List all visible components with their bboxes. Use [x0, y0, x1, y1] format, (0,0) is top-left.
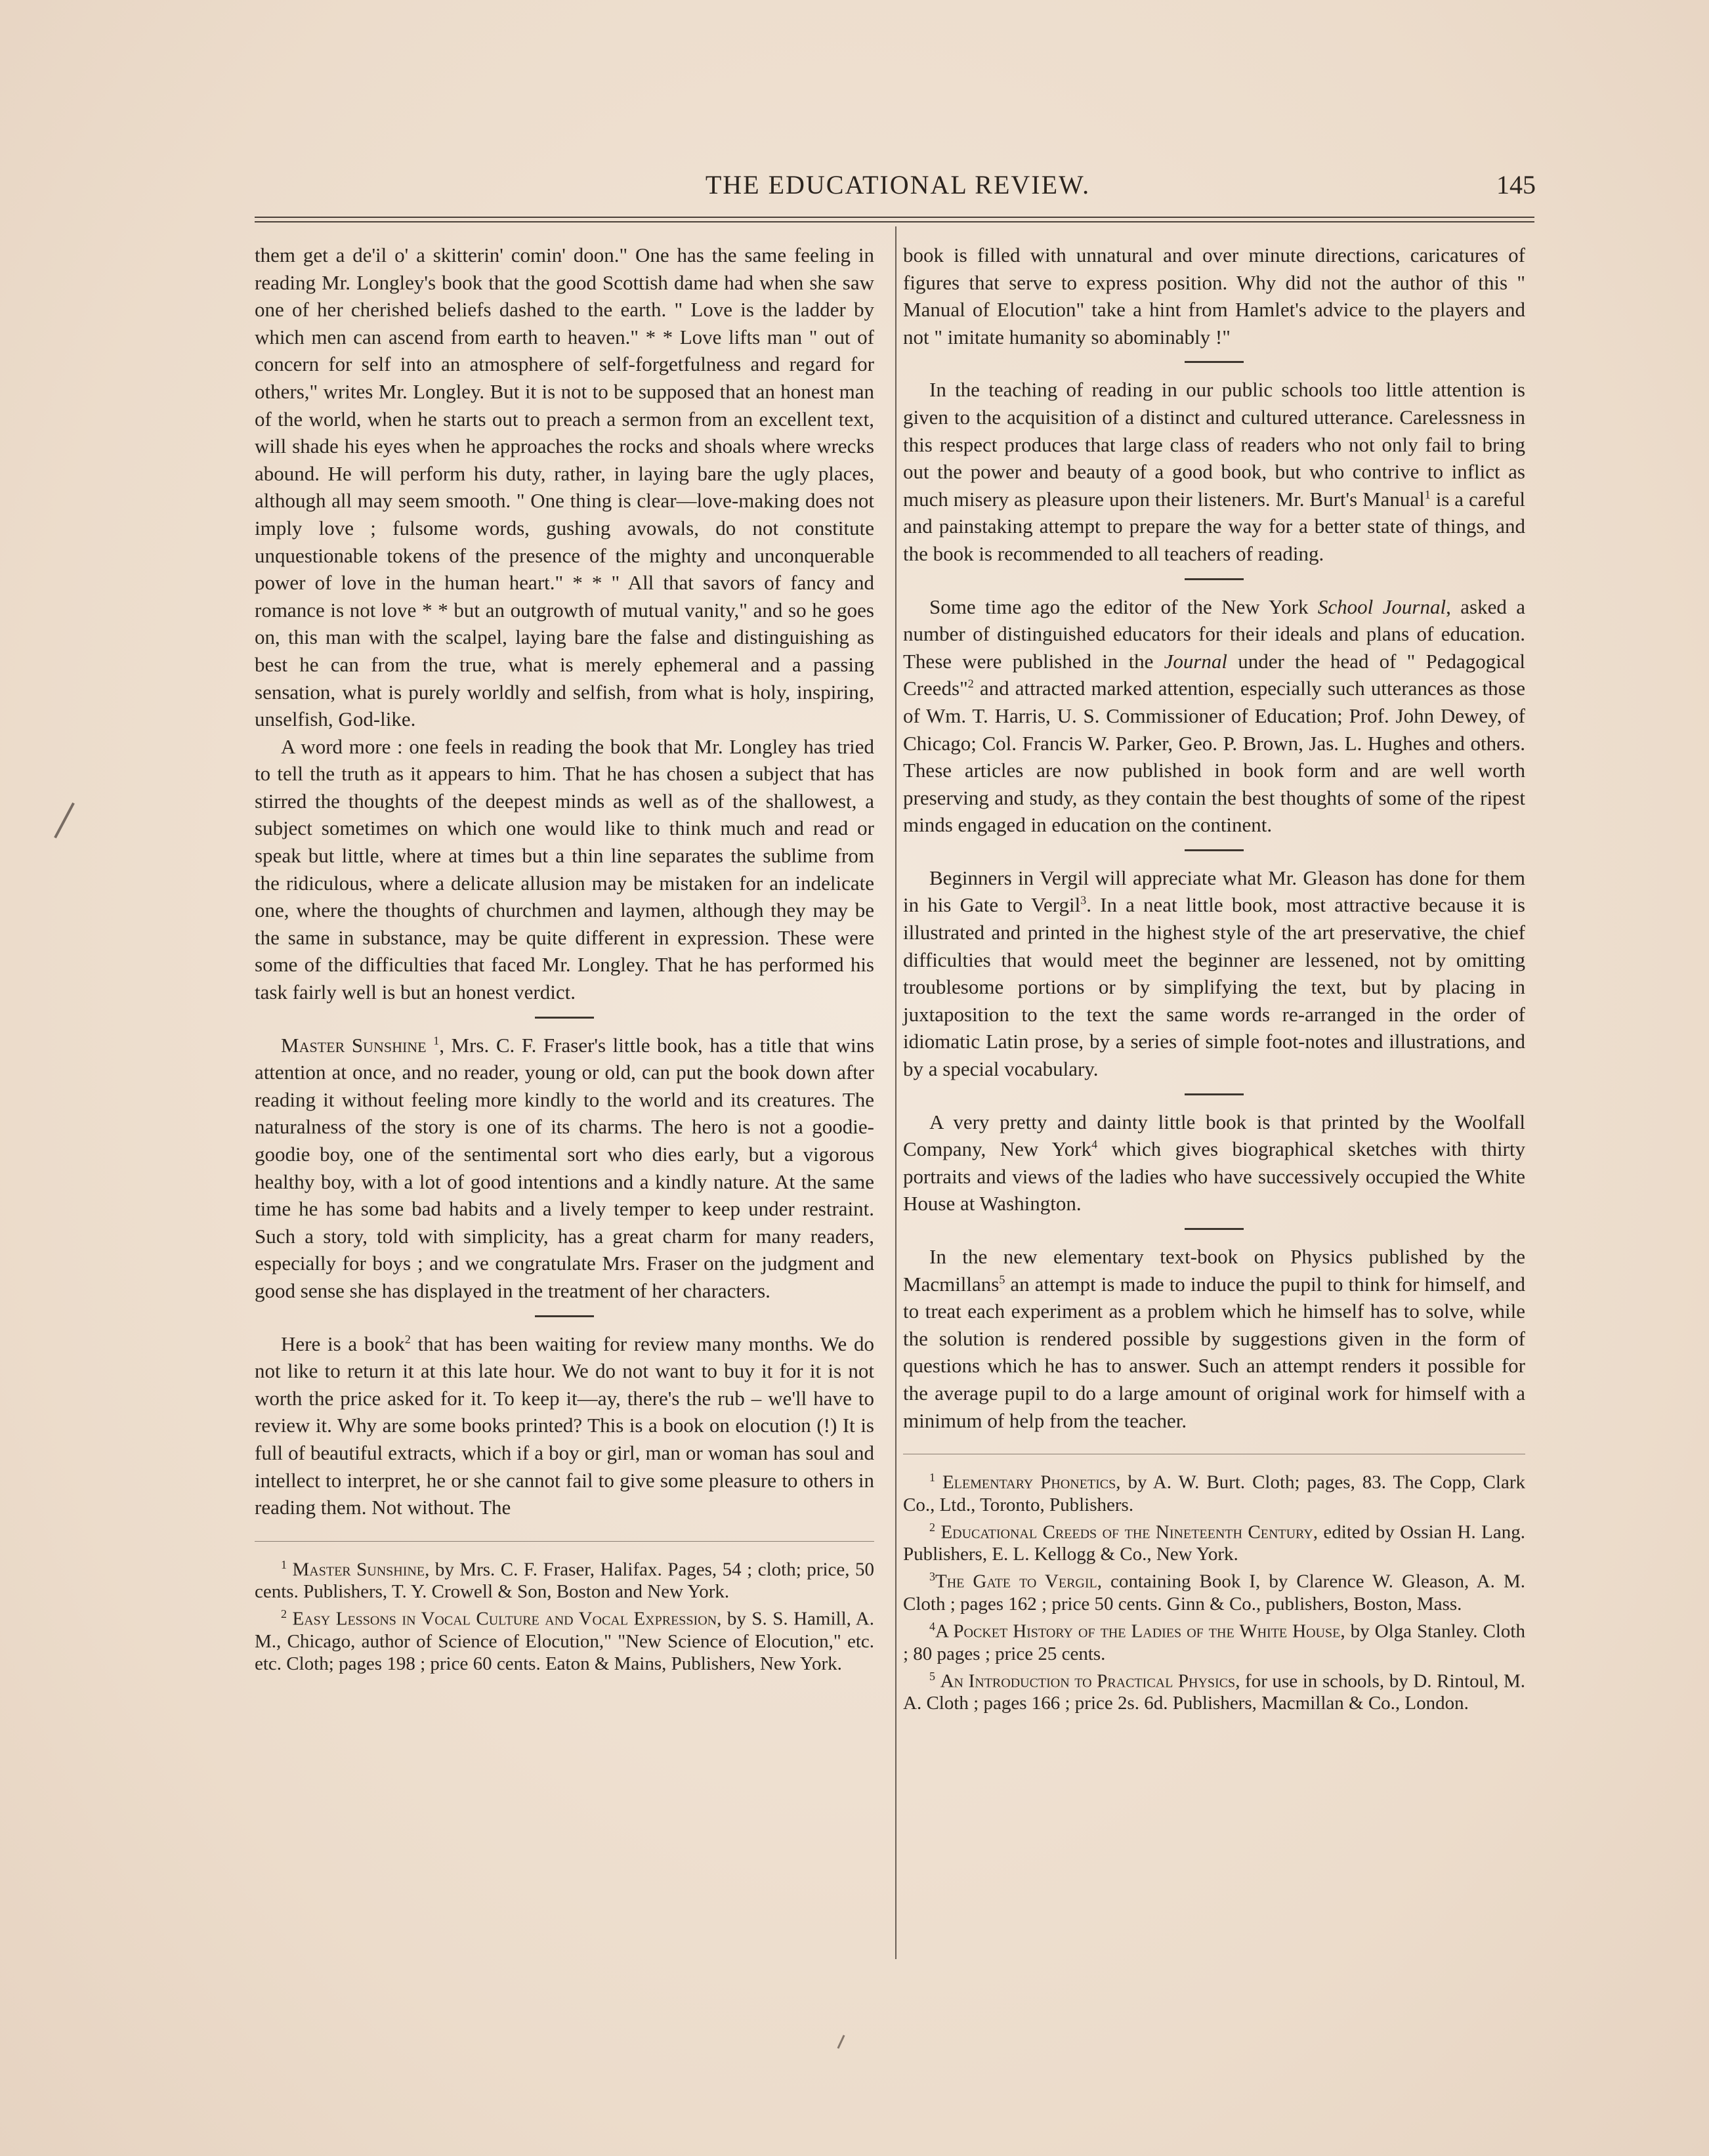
footnote-text: , by A. W. Burt. Cloth; pages, 83. The Copp, Clark Co., Ltd., Toronto, Publishers.: [903, 1471, 1525, 1515]
footnote: [903, 1665, 1525, 1715]
publication-title: Journal: [1164, 649, 1228, 673]
book-title: Master Sunshine: [281, 1033, 427, 1057]
footnote: [255, 1603, 874, 1675]
pencil-mark: [837, 2035, 845, 2048]
footnote: [255, 1554, 874, 1603]
paragraph-text: under the head of " Pedagogical Creeds": [903, 649, 1525, 700]
footnote: [903, 1565, 1525, 1615]
footnote-ref: 1: [433, 1034, 440, 1047]
running-title: THE EDUCATIONAL REVIEW.: [705, 170, 1091, 200]
section-separator: [1185, 1093, 1244, 1095]
paragraph-text: , asked a number of distinguished educators for their ideals and plans of education. These were published in the: [903, 595, 1526, 673]
paragraph-text: an attempt is made to induce the pupil to think for himself, and to treat each experiment as a problem which he himself has to solve, while the solution is rendered possible by suggestions given in the form of questions which he has to answer. Such an attempt renders it possible for the average pupil to do a large amount of original work for himself with a minimum of help from the teacher.: [903, 1272, 1525, 1432]
footnote-text: , containing Book I, by Clarence W. Gleason, A. M. Cloth ; pages 162 ; price 50 cents. Ginn & Co., publishers, Boston, Mass.: [903, 1571, 1525, 1615]
paragraph: [903, 1243, 1525, 1434]
footnote-text: , by Mrs. C. F. Fraser, Halifax. Pages, 54 ; cloth; price, 50 cents. Publishers, T. Y. Crowell & Son, Boston and New York.: [255, 1559, 875, 1603]
left-column: [255, 242, 874, 1675]
footnotes: [255, 1541, 874, 1675]
paragraph: [255, 1330, 874, 1521]
footnote-ref: 4: [1091, 1137, 1098, 1151]
paragraph: [903, 376, 1525, 567]
footnote-ref: 2: [404, 1332, 411, 1346]
paragraph-text: In the new elementary text-book on Physics published by the Macmillans: [903, 1245, 1525, 1296]
footnote-ref: 3: [1080, 894, 1087, 908]
footnote-title: An Introduction to Practical Physics: [940, 1670, 1236, 1692]
paragraph-text: Here is a book: [281, 1332, 405, 1355]
footnote: [903, 1466, 1525, 1516]
paragraph: A word more : one feels in reading the book that Mr. Longley has tried to tell the truth as it appears to him. That he has chosen a subject that has stirred the thoughts of the deepest minds as well as of the shallowest, a subject sometimes on which one would like to think much and read or speak but little, where at times but a thin line separates the sublime from the ridiculous, where a delicate allusion may be mistaken for an indelicate one, where the thoughts of churchmen and laymen, although they may be the same in substance, may be quite different in expression. These were some of the difficulties that faced Mr. Longley. That he has performed his task fairly well is but an honest verdict.: [255, 734, 874, 1004]
footnote-title: Easy Lessons in Vocal Culture and Vocal Expression: [292, 1609, 717, 1630]
footnote-number: 1: [281, 1557, 287, 1571]
paragraph-text: , Mrs. C. F. Fraser's little book, has a title that wins attention at once, and no reader, young or old, can put the book down after reading it without feeling more kindly to the world and its creatures. The naturalness of the story is one of its charms. The hero is not a goodie-goodie boy, one of the sentimental sort who dies early, but a vigorous healthy boy, with a lot of good intentions and a kindly nature. At the same time he has some bad habits and a lively temper to keep under restraint. Such a story, told with simplicity, has a great charm for many readers, especially for boys ; and we congratulate Mrs. Fraser on the judgment and good sense she has displayed in the treatment of her characters.: [255, 1033, 875, 1302]
footnote-text: , by Olga Stanley. Cloth ; 80 pages ; price 25 cents.: [903, 1620, 1525, 1664]
footnote-ref: 2: [967, 677, 974, 690]
paragraph: [903, 1109, 1525, 1217]
section-separator: [535, 1315, 594, 1317]
footnote-title: Educational Creeds of the Nineteenth Century: [940, 1521, 1313, 1543]
footnote-number: 2: [281, 1607, 287, 1621]
footnote-title: The Gate to Vergil: [935, 1571, 1097, 1593]
section-separator: [1185, 361, 1244, 363]
paragraph-text: A very pretty and dainty little book is that printed by the Woolfall Company, New York: [903, 1110, 1525, 1161]
footnote-number: 2: [929, 1520, 935, 1534]
header-rule: [255, 217, 1534, 222]
footnote-number: 4: [929, 1620, 935, 1634]
footnote-title: Master Sunshine: [292, 1559, 425, 1580]
footnote-ref: 5: [999, 1273, 1005, 1286]
paragraph: [903, 864, 1525, 1083]
footnote-number: 3: [929, 1570, 935, 1584]
paragraph: book is filled with unnatural and over minute directions, caricatures of figures that serve to express position. Why did not the author of this " Manual of Elocution" take a hint from Hamlet's advice to the players and not " imitate humanity so abominably !": [903, 243, 1525, 349]
section-separator: [535, 1017, 594, 1019]
publication-title: School Journal: [1317, 595, 1446, 618]
footnote-number: 1: [929, 1471, 935, 1485]
paragraph-text: which gives biographical sketches with thirty portraits and views of the ladies who have successively occupied the White House at Washington.: [903, 1137, 1525, 1215]
paragraph-text: Some time ago the editor of the New York: [929, 595, 1318, 618]
paragraph-text: is a careful and painstaking attempt to prepare the way for a better state of things, and the book is recommended to all teachers of reading.: [903, 487, 1525, 565]
footnote-number: 5: [929, 1669, 935, 1683]
paragraph: [255, 1032, 874, 1305]
footnote-title: Elementary Phonetics: [942, 1471, 1116, 1493]
footnote-title: A Pocket History of the Ladies of the White House: [935, 1620, 1341, 1642]
footnote-text: , for use in schools, by D. Rintoul, M. A. Cloth ; pages 166 ; price 2s. 6d. Publishers, Macmillan & Co., London.: [903, 1670, 1526, 1714]
paragraph-text: and attracted marked attention, especially such utterances as those of Wm. T. Harris, U. S. Commissioner of Education; Prof. John Dewey, of Chicago; Col. Francis W. Parker, Geo. P. Brown, Jas. L. Hughes and others. These articles are now published in book form and are well worth preserving and study, as they contain the best thoughts of some of the ripest minds engaged in education on the continent.: [903, 677, 1525, 837]
page-number: 145: [1496, 170, 1536, 200]
footnotes: [903, 1454, 1525, 1714]
section-separator: [1185, 849, 1244, 851]
footnote-text: , edited by Ossian H. Lang. Publishers, E. L. Kellogg & Co., New York.: [903, 1521, 1526, 1565]
paragraph-text: Beginners in Vergil will appreciate what Mr. Gleason has done for them in his Gate to Vergil: [903, 866, 1525, 917]
column-divider: [895, 226, 897, 1959]
paragraph-text: . In a neat little book, most attractive because it is illustrated and printed in the highest style of the art preservative, the chief difficulties that would meet the beginner are lessened, not by omitting troublesome portions or by simplifying the text, but by placing in juxtaposition to the text the same words re-arranged in the order of idiomatic Latin prose, by a series of simple foot-notes and illustrations, and by a special vocabulary.: [903, 893, 1525, 1081]
section-separator: [1185, 578, 1244, 580]
footnote-ref: 1: [1424, 488, 1431, 501]
page-header: [255, 163, 1541, 202]
footnote-text: , by S. S. Hamill, A. M., Chicago, author of Science of Elocution," "New Science of Elocution," etc. etc. Cloth; pages 198 ; price 60 cents. Eaton & Mains, Publishers, New York.: [255, 1609, 874, 1675]
pencil-mark: [54, 803, 75, 839]
footnote: [903, 1615, 1525, 1665]
paragraph: them get a de'il o' a skitterin' comin' doon." One has the same feeling in reading Mr. Longley's book that the good Scottish dame had when she saw one of her cherished beliefs dashed to the earth. " Love is the ladder by which men can ascend from earth to heaven." * * Love lifts man " out of concern for self into an atmosphere of self-forgetfulness and regard for others," writes Mr. Longley. But it is not to be supposed that an honest man of the world, when he starts out to preach a sermon from an excellent text, will shade his eyes when he approaches the rocks and shoals where wrecks abound. He will perform his duty, rather, in laying bare the ugly places, although all may seem smooth. " One thing is clear—love-making does not imply love ; fulsome words, gushing avowals, do not constitute unquestionable tokens of the presence of the mighty and unconquerable power of love in the human heart." * * " All that savors of fancy and romance is not love * * but an outgrowth of mutual vanity," and so he goes on, this man with the scalpel, laying bare the false and distinguishing as best he can from the true, what is merely ephemeral and a passing sensation, what is purely worldly and selfish, from what is holy, inspiring, unselfish, God-like.: [255, 243, 874, 731]
section-separator: [1185, 1228, 1244, 1230]
paragraph-text: In the teaching of reading in our public schools too little attention is given to the acquisition of a distinct and cultured utterance. Carelessness in this respect produces that large class of readers who not only fail to bring out the power and beauty of a good book, but who contrive to inflict as much misery as pleasure upon their listeners. Mr. Burt's Manual: [903, 378, 1525, 511]
paragraph-text: that has been waiting for review many months. We do not like to return it at this late hour. We do not want to buy it for it is not worth the price asked for it. To keep it—ay, there's the rub – we'll have to review it. Why are some books printed? This is a book on elocution (!) It is full of beautiful extracts, which if a boy or girl, man or woman has soul and intellect to interpret, he or she cannot fail to give some pleasure to others in reading them. Not without. The: [255, 1332, 874, 1519]
right-column: [903, 242, 1525, 1714]
footnote: [903, 1516, 1525, 1566]
paragraph: [903, 593, 1525, 839]
